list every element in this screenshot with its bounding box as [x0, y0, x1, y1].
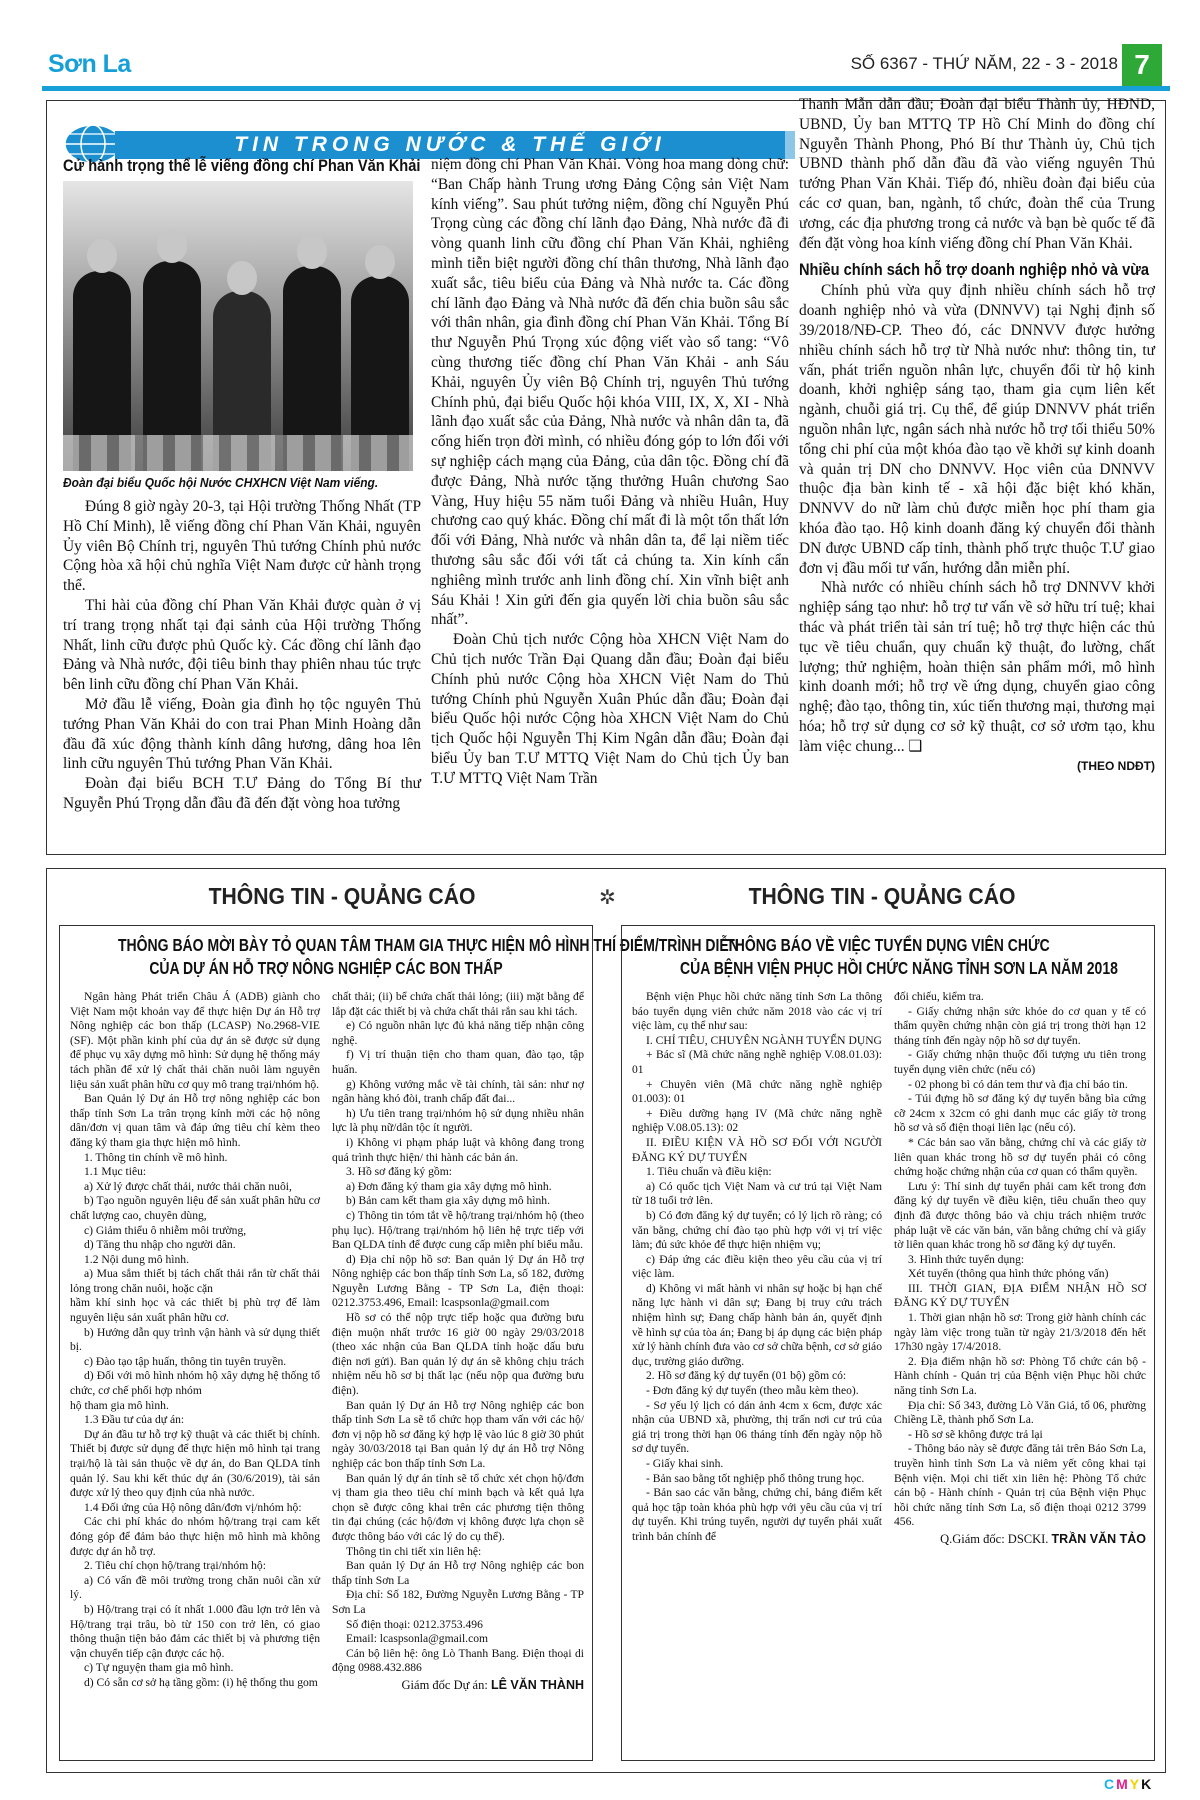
notice-paragraph: i) Không vi phạm pháp luật và không đang trong quá trình thực hiện/ thi hành các bản án. — [332, 1135, 584, 1164]
notice-paragraph: 1.4 Đối ứng của Hộ nông dân/đơn vị/nhóm hộ: — [84, 1500, 302, 1514]
notice-paragraph: + Bác sĩ (Mã chức năng nghề nghiệp V.08.01.03): 01 — [632, 1048, 882, 1076]
notice-paragraph: - Bản sao các văn bằng, chứng chỉ, bảng điểm kết quả học tập toàn khóa phù hợp với yêu cầu của vị trí dự tuyển. Khi trúng tuyển, người dự tuyển phải xuất trình bản chính để — [632, 1486, 882, 1543]
ads-section — [46, 868, 1166, 1773]
notice-paragraph: 1.1 Mục tiêu: — [84, 1165, 147, 1179]
article-paragraph: Thi hài của đồng chí Phan Văn Khải được quàn ở vị trí trang trọng nhất tại đại sảnh của Hội trường Thống Nhất, linh cữu được phủ Quốc kỳ. Các đồng chí lãnh đạo Đảng và Nhà nước, đội tiêu binh thay phiên nhau túc trực bên linh cữu đồng chí Phan Văn Khải. — [63, 596, 421, 694]
notice-paragraph: c) Đáp ứng các điều kiện theo yêu cầu của vị trí việc làm. — [632, 1252, 882, 1281]
article-column-3 — [799, 95, 1155, 776]
notice-paragraph: - Sơ yếu lý lịch có dán ảnh 4cm x 6cm, được xác nhận của UBND xã, phường, thị trấn nơi cư trú của giá trị trong thời hạn 06 tháng tính đến ngày nộp hồ sơ dự tuyển. — [632, 1398, 882, 1456]
article-paragraph: Đúng 8 giờ ngày 20-3, tại Hội trường Thống Nhất (TP Hồ Chí Minh), lễ viếng đồng chí Phan Văn Khải, nguyên Ủy viên Bộ Chính trị, nguyên Thủ tướng Chính phủ nước Cộng hòa xã hội chủ nghĩa Việt Nam được cử hành trọng thể. — [63, 498, 421, 595]
notice-paragraph: e) Có nguồn nhân lực đủ khả năng tiếp nhận công nghệ. — [332, 1019, 584, 1047]
notice-title-line-2: CỦA DỰ ÁN HỖ TRỢ NÔNG NGHIỆP CÁC BON THẤP — [149, 958, 503, 978]
notice-paragraph: 3. Hồ sơ đăng ký gồm: — [346, 1165, 452, 1179]
photo-caption: Đoàn đại biểu Quốc hội Nước CHXHCN Việt Nam viếng. — [63, 475, 379, 490]
article-2-title: Nhiều chính sách hỗ trợ doanh nghiệp nhỏ và vừa — [799, 260, 1149, 280]
article-1-title: Cử hành trọng thể lễ viếng đồng chí Phan Văn Khải — [63, 156, 421, 175]
news-photo — [63, 181, 413, 471]
signature-name: TRẦN VĂN TẢO — [1051, 1531, 1146, 1546]
notice-paragraph: d) Không vi mất hành vi nhân sự hoặc bị hạn chế năng lực hành vi dân sự; Đang bị truy cứu trách nhiệm hình sự; Đang chấp hành bản án, quyết định về hình sự của tòa án; Đang bị áp dụng các biện pháp xử lý hành chính đưa vào cơ sở chữa bệnh, cơ sở giáo dục, trường giáo dưỡng. — [632, 1281, 882, 1368]
article-1-column-2 — [431, 155, 789, 789]
notice-title-line-1: THÔNG BÁO VỀ VIỆC TUYỂN DỤNG VIÊN CHỨC — [726, 935, 1050, 955]
notice-paragraph: 1. Thời gian nhận hồ sơ: Trong giờ hành chính các ngày làm việc trong tuần từ ngày 21/3/2018 đến hết 17h30 ngày 17/4/2018. — [894, 1311, 1146, 1354]
notice-paragraph: a) Có vấn đề môi trường trong chăn nuôi cần xử lý. — [70, 1573, 320, 1602]
photo-figure-head — [297, 235, 327, 269]
notice-paragraph: Số điện thoại: 0212.3753.496 — [346, 1617, 483, 1631]
notice-title-line-2: CỦA BỆNH VIỆN PHỤC HỒI CHỨC NĂNG TỈNH SƠN LA NĂM 2018 — [680, 958, 1118, 978]
notice-paragraph: Xét tuyển (thông qua hình thức phỏng vấn) — [908, 1267, 1109, 1281]
notice-paragraph: c) Đào tạo tập huấn, thông tin tuyên truyền. — [84, 1354, 287, 1368]
notice-paragraph: a) Mua sắm thiết bị tách chất thải rắn từ chất thải lỏng trong chăn nuôi, hoặc cặn — [70, 1267, 320, 1295]
notice-paragraph: III. THỜI GIAN, ĐỊA ĐIỂM NHẬN HỒ SƠ ĐĂNG KÝ DỰ TUYỂN — [894, 1281, 1146, 1310]
masthead-rule — [42, 86, 1170, 91]
notice-paragraph: - Túi đựng hồ sơ đăng ký dự tuyển bằng bìa cứng cỡ 24cm x 32cm có ghi danh mục các giấy tờ trong hồ sơ và số điện thoại liên lạc (nếu có). — [894, 1092, 1146, 1135]
notice-paragraph: b) Hộ/trang trại có ít nhất 1.000 đầu lợn trở lên và Hộ/trang trại trâu, bò từ 150 con trở lên, có giao thông thuận tiện bảo đảm các thiết bị và phương tiện vận chuyển tiếp cận được các hộ. — [70, 1602, 320, 1660]
notice-paragraph: Các chi phí khác do nhóm hộ/trang trại cam kết đóng góp để đảm bảo thực hiện mô hình mà không được dự án hỗ trợ. — [70, 1515, 320, 1558]
notice-paragraph: d) Có sẵn cơ sở hạ tầng gồm: (i) hệ thống thu gom — [84, 1675, 318, 1689]
notice-paragraph: - 02 phong bì có dán tem thư và địa chỉ báo tin. — [908, 1077, 1128, 1091]
notice-paragraph: 1.3 Đầu tư của dự án: — [84, 1413, 185, 1427]
notice-paragraph: Ngân hàng Phát triển Châu Á (ADB) giành cho Việt Nam một khoản vay để thực hiện Dự án Hỗ trợ Nông nghiệp các bon thấp (LCASP) No.2968-VIE (SF). Một phần kinh phí của dự án sẽ được sử dụng để phục vụ xây dựng mô hình: Sử dụng hệ thống máy tách phần để xử lý chất thải chăn nuôi làm nguyên liệu sản xuất phân hữu cơ quy mô trang trại/nhóm hộ. — [70, 990, 320, 1091]
notice-paragraph: đối chiếu, kiểm tra. — [894, 990, 984, 1003]
article-paragraph: Mở đầu lễ viếng, Đoàn gia đình họ tộc nguyên Thủ tướng Phan Văn Khải do con trai Phan Minh Hoàng dẫn đầu đã xúc động thành kính dâng hương, dâng hoa lên linh cữu nguyên Thủ tướng Phan Văn Khải. — [63, 695, 421, 773]
notice-paragraph: Địa chỉ: Số 182, Đường Nguyễn Lương Bằng - TP Sơn La — [332, 1588, 584, 1616]
notice-paragraph: chất thải; (ii) bể chứa chất thải lỏng; (iii) mặt bằng để lắp đặt các thiết bị và chứa chất thải rắn sau khi tách. — [332, 990, 584, 1018]
notice-paragraph: 1. Thông tin chính về mô hình. — [84, 1150, 228, 1164]
section-banner-title: TIN TRONG NƯỚC & THẾ GIỚI — [115, 131, 785, 159]
notice-paragraph: Ban quản lý dự án tỉnh sẽ tổ chức xét chọn hộ/đơn vị tham gia theo tiêu chí minh bạch và kết quả lựa chọn sẽ được công khai trên các phương tiện thông tin đại chúng (các hộ/đơn vị không được lựa chọn sẽ được thông báo với các lý do cụ thể). — [332, 1471, 584, 1543]
notice-paragraph: d) Tăng thu nhập cho người dân. — [84, 1238, 236, 1252]
notice-paragraph: a) Xử lý được chất thải, nước thải chăn nuôi, — [84, 1179, 292, 1193]
article-paragraph: Đoàn đại biểu BCH T.Ư Đảng do Tổng Bí thư Nguyễn Phú Trọng dẫn đầu đã đến đặt vòng hoa tưởng — [63, 775, 421, 812]
notice-paragraph: Bệnh viện Phục hồi chức năng tỉnh Sơn La thông báo tuyển dụng viên chức năm 2018 vào các vị trí việc làm, cụ thể như sau: — [632, 990, 882, 1033]
photo-figure-head — [227, 261, 257, 295]
notice-recruitment — [621, 925, 1155, 1761]
notice-title-line-1: THÔNG BÁO MỜI BÀY TỎ QUAN TÂM THAM GIA THỰC HIỆN MÔ HÌNH THÍ ĐIỂM/TRÌNH DIỄN — [118, 935, 739, 955]
notice-paragraph: Thông tin chi tiết xin liên hệ: — [346, 1544, 482, 1558]
notice-paragraph: 2. Địa điểm nhận hồ sơ: Phòng Tổ chức cán bộ - Hành chính - Quản trị của Bệnh viện Phục hồi chức năng tỉnh Sơn La. — [894, 1354, 1146, 1398]
notice-paragraph: d) Địa chỉ nộp hồ sơ: Ban quản lý Dự án Hỗ trợ Nông nghiệp các bon thấp tỉnh Sơn La, số 182, đường Nguyễn Lương Bằng - TP Sơn La, điện thoại: 0212.3753.496, Email: lcaspsonla@gmail.com — [332, 1252, 584, 1310]
notice-column-1 — [632, 990, 882, 1545]
notice-paragraph: c) Tự nguyện tham gia mô hình. — [84, 1661, 234, 1675]
article-paragraph: niệm đồng chí Phan Văn Khải. Vòng hoa mang dòng chữ: “Ban Chấp hành Trung ương Đảng Cộng sản Việt Nam kính viếng”. Sau phút tưởng niệm, đồng chí Nguyễn Phú Trọng cùng các đồng chí lãnh đạo Đảng, Nhà nước đã đi vòng quanh linh cữu đồng chí Phan Văn Khải, nghiêng mình tiễn biệt người đồng chí thân thương, Nhà lãnh đạo xuất sắc, tiêu biểu của Đảng và Nhà nước ta. Các đồng chí lãnh đạo Đảng và Nhà nước đã đến chia buồn sâu sắc với thân nhân, gia đình đồng chí Phan Văn Khải. Tổng Bí thư Nguyễn Phú Trọng xúc động viết vào sổ tang: “Vô cùng thương tiếc đồng chí Phan Văn Khải - anh Sáu Khải, nguyên Ủy viên Bộ Chính trị, nguyên Thủ tướng Chính phủ, đại biểu Quốc hội khóa VIII, IX, X, XI - Nhà lãnh đạo xuất sắc của Đảng, Nhà nước và nhân dân ta, đã cống hiến trọn đời mình, có nhiều đóng góp to lớn đối với sự nghiệp cách mạng của Đảng, của dân tộc. Đồng chí đã được Đảng, Nhà nước tặng thưởng Huân chương Sao Vàng, Huy hiệu 55 năm tuổi Đảng và nhiều Huân, Huy chương cao quý khác. Đồng chí mất đi là một tổn thất lớn đối với Đảng, Nhà nước và nhân dân ta, để lại niềm tiếc thương sâu sắc đối với tất cả chúng ta. Xin kính cẩn nghiêng mình trước anh linh đồng chí. Xin vĩnh biệt anh Sáu Khải ! Xin gửi đến gia quyến lời chia buồn sâu sắc nhất”. — [431, 156, 789, 629]
notice-paragraph: Dự án đầu tư hỗ trợ kỹ thuật và các thiết bị chính. Thiết bị được sử dụng để thực hiện mô hình tại trang trại/hộ là tài sản thuộc về dự án, do Ban QLDA tỉnh quản lý. Sau khi kết thúc dự án (30/6/2019), tài sản được xử lý theo quy định của nhà nước. — [70, 1427, 320, 1500]
notice-paragraph: h) Ưu tiên trang trại/nhóm hộ sử dụng nhiều nhân lực là phụ nữ/dân tộc ít người. — [332, 1106, 584, 1135]
notice-signature — [894, 1532, 1146, 1547]
notice-signature — [332, 1678, 584, 1693]
notice-paragraph: + Chuyên viên (Mã chức năng nghề nghiệp 01.003): 01 — [632, 1077, 882, 1106]
issue-info: SỐ 6367 - THỨ NĂM, 22 - 3 - 2018 — [850, 54, 1118, 73]
notice-paragraph: - Đơn đăng ký dự tuyển (theo mẫu kèm theo). — [646, 1384, 859, 1398]
notice-paragraph: Địa chỉ: Số 343, đường Lò Văn Giá, tổ 06, phường Chiềng Lề, thành phố Sơn La. — [894, 1398, 1146, 1427]
notice-paragraph: b) Có đơn đăng ký dự tuyển; có lý lịch rõ ràng; có văn bằng, chứng chỉ đào tạo phù hợp với vị trí việc làm; đủ sức khỏe để thực hiện nhiệm vụ; — [632, 1208, 882, 1252]
notice-paragraph: hộ tham gia mô hình. — [70, 1398, 169, 1412]
cmyk-m: M — [1116, 1776, 1130, 1792]
notice-paragraph: Email: lcaspsonla@gmail.com — [346, 1632, 489, 1646]
notice-paragraph: Ban quản lý Dự án Hỗ trợ Nông nghiệp các bon thấp tỉnh Sơn La — [332, 1559, 584, 1587]
notice-paragraph: - Giấy chứng nhận thuộc đối tượng ưu tiên trong tuyển dụng viên chức (nếu có) — [894, 1048, 1146, 1076]
notice-paragraph: b) Bản cam kết tham gia xây dựng mô hình. — [346, 1194, 550, 1208]
cmyk-y: Y — [1129, 1776, 1142, 1792]
notice-paragraph: 1.2 Nội dung mô hình. — [84, 1252, 189, 1266]
separator-star-icon: ✲ — [599, 887, 616, 909]
notice-paragraph: + Điều dưỡng hạng IV (Mã chức năng nghề nghiệp V.08.05.13): 02 — [632, 1106, 882, 1135]
signature-role: Giám đốc Dự án: — [401, 1677, 488, 1692]
notice-paragraph: d) Đối với mô hình nhóm hộ xây dựng hệ thống tổ chức, cơ chế phối hợp nhóm — [70, 1369, 320, 1398]
page-number-badge: 7 — [1122, 44, 1162, 86]
masthead — [42, 44, 1170, 86]
photo-figure-head — [157, 229, 187, 263]
notice-paragraph: g) Không vướng mắc về tài chính, tài sản: như nợ ngân hàng khó đòi, tranh chấp đất đai... — [332, 1077, 584, 1106]
photo-flowers — [63, 435, 413, 471]
notice-title — [118, 934, 739, 980]
notice-paragraph: Ban quản lý Dự án Hỗ trợ Nông nghiệp các bon thấp tỉnh Sơn La sẽ tổ chức họp tham vấn với các hộ/đơn vị nộp hồ sơ đăng ký hợp lệ vào lúc 8 giờ 30 phút ngày 30/03/2018 tại Ban quản lý dự án Hỗ trợ Nông nghiệp các bon thấp tỉnh Sơn La. — [332, 1398, 584, 1470]
notice-paragraph: 2. Hồ sơ đăng ký dự tuyển (01 bộ) gồm có: — [646, 1369, 847, 1383]
article-1-title-wrap — [63, 155, 423, 177]
notice-paragraph: - Thông báo này sẽ được đăng tải trên Báo Sơn La, truyền hình tỉnh Sơn La và niêm yết công khai tại Bệnh viện. Mọi chi tiết xin liên hệ: Phòng Tổ chức cán bộ - Hành chính - Quản trị của Bệnh viện Phục hồi chức năng tỉnh Sơn La, số điện thoại 0212 3799 456. — [894, 1442, 1146, 1529]
notice-paragraph: - Bản sao bằng tốt nghiệp phổ thông trung học. — [646, 1471, 865, 1485]
article-paragraph: Thanh Mẫn dẫn đầu; Đoàn đại biểu Thành ủy, HĐND, UBND, Ủy ban MTTQ TP Hồ Chí Minh do đồng chí Nguyễn Thành Phong, Phó Bí thư Thành ủy, Chủ tịch UBND thành phố dẫn đầu đã vào viếng nguyên Thủ tướng Phan Văn Khải. Tiếp đó, nhiều đoàn đại biểu của các cơ quan, ban, ngành, tổ chức, đoàn thể của Trung ương, các địa phương trong cả nước và bạn bè quốc tế đã đến đặt vòng hoa kính viếng đồng chí Phan Văn Khải. — [799, 96, 1155, 252]
news-section — [46, 96, 1166, 855]
notice-paragraph: - Giấy chứng nhận sức khỏe do cơ quan y tế có thẩm quyền chứng nhận còn giá trị trong thời hạn 12 tháng tính đến ngày nộp hồ sơ dự tuyển. — [894, 1004, 1146, 1047]
notice-paragraph: II. ĐIỀU KIỆN VÀ HỒ SƠ ĐỐI VỚI NGƯỜI ĐĂNG KÝ DỰ TUYỂN — [632, 1135, 882, 1164]
notice-paragraph: c) Giảm thiểu ô nhiễm môi trường, — [84, 1223, 247, 1237]
notice-column-2 — [894, 990, 1146, 1547]
notice-column-2 — [332, 990, 584, 1693]
notice-column-1 — [70, 990, 320, 1691]
ads-header-right: THÔNG TIN - QUẢNG CÁO — [748, 883, 1016, 909]
photo-figure-head — [365, 245, 395, 279]
signature-name: LÊ VĂN THÀNH — [490, 1677, 584, 1692]
notice-paragraph: b) Hướng dẫn quy trình vận hành và sử dụng thiết bị. — [70, 1325, 320, 1354]
notice-paragraph: f) Vị trí thuận tiện cho tham quan, đào tạo, tập huấn. — [332, 1048, 584, 1076]
cmyk-k: K — [1141, 1776, 1154, 1792]
cmyk-marker — [1104, 1776, 1153, 1792]
notice-paragraph: Hồ sơ có thể nộp trực tiếp hoặc qua đường bưu điện muộn nhất trước 16 giờ 00 ngày 29/03/2018 (theo xác nhận của Ban QLDA tỉnh hoặc dấu bưu điện nơi gửi). Ban quản lý dự án sẽ không chịu trách nhiệm nếu hồ sơ bị thất lạc (nếu nộp qua đường bưu điện). — [332, 1311, 584, 1398]
notice-paragraph: a) Đơn đăng ký tham gia xây dựng mô hình. — [346, 1179, 552, 1193]
article-paragraph: Nhà nước có nhiều chính sách hỗ trợ DNNVV khởi nghiệp sáng tạo như: hỗ trợ tư vấn về sở hữu trí tuệ; khai thác và phát triển tài sản trí tuệ; hỗ trợ thực hiện các thủ tục về tiêu chuẩn, quy chuẩn kỹ thuật, đo lường, chất lượng; thử nghiệm, hoàn thiện sản phẩm mới, mô hình kinh doanh mới; hỗ trợ về ứng dụng, chuyển giao công nghệ; đào tạo, thông tin, xúc tiến thương mại, thương mại hóa; hỗ trợ sử dụng cơ sở kỹ thuật, cơ sở ươm tạo, khu làm việc chung... ❑ — [799, 579, 1155, 755]
notice-paragraph: Cán bộ liên hệ: ông Lò Thanh Bang. Điện thoại di động 0988.432.886 — [332, 1646, 584, 1675]
notice-paragraph: hầm khí sinh học và các thiết bị phù trợ để làm nguyên liệu sản xuất phân hữu cơ. — [70, 1296, 320, 1325]
article-paragraph: Đoàn Chủ tịch nước Cộng hòa XHCN Việt Nam do Chủ tịch nước Trần Đại Quang dẫn đầu; Đoàn đại biểu Chính phủ nước Cộng hòa XHCN Việt Nam do Thủ tướng Chính phủ Nguyễn Xuân Phúc dẫn đầu; Đoàn đại biểu Quốc hội nước Cộng hòa XHCN Việt Nam do Chủ tịch Quốc hội Nguyễn Thị Kim Ngân dẫn đầu; Đoàn đại biểu Ủy ban T.Ư MTTQ Việt Nam do Chủ tịch Ủy ban T.Ư MTTQ Việt Nam Trần — [431, 631, 789, 787]
article-1-column-1 — [63, 497, 421, 814]
signature-role: Q.Giám đốc: DSCKI. — [940, 1531, 1049, 1546]
notice-paragraph: Ban Quản lý Dự án Hỗ trợ nông nghiệp các bon thấp tỉnh Sơn La trân trọng kính mời các hộ nông dân/đơn vị quan tâm và đáp ứng tiêu chí kèm theo đăng ký tham gia thực hiện mô hình. — [70, 1092, 320, 1149]
notice-paragraph: 2. Tiêu chí chọn hộ/trang trại/nhóm hộ: — [84, 1559, 266, 1573]
notice-paragraph: Lưu ý: Thí sinh dự tuyển phải cam kết trong đơn đăng ký dự tuyển về điều kiện, tiêu chuẩn theo quy định đã được thông báo và chịu trách nhiệm trước pháp luật về các văn bản, văn bằng chứng chỉ và giấy tờ liên quan khác trong hồ sơ đăng ký dự tuyển. — [894, 1179, 1146, 1252]
article-credit: (THEO NDĐT) — [1077, 758, 1155, 773]
newspaper-brand: Sơn La — [48, 50, 131, 78]
cmyk-c: C — [1104, 1776, 1117, 1792]
notice-paragraph: 3. Hình thức tuyển dụng: — [908, 1252, 1025, 1266]
notice-paragraph: - Giấy khai sinh. — [646, 1457, 724, 1470]
notice-paragraph: a) Có quốc tịch Việt Nam và cư trú tại Việt Nam từ 18 tuổi trở lên. — [632, 1179, 882, 1208]
notice-paragraph: * Các bản sao văn bằng, chứng chỉ và các giấy tờ liên quan khác trong hồ sơ dự tuyển phải có công chứng hoặc chứng nhận của cơ quan có thẩm quyền. — [894, 1135, 1146, 1179]
notice-paragraph: c) Thông tin tóm tắt về hộ/trang trại/nhóm hộ (theo phụ lục). Hộ/trang trại/nhóm hộ liên hệ trực tiếp với Ban QLDA tỉnh để được cung cấp miễn phí biểu mẫu. — [332, 1208, 584, 1252]
notice-paragraph: - Hồ sơ sẽ không được trả lại — [908, 1427, 1043, 1441]
notice-paragraph: 1. Tiêu chuẩn và điều kiện: — [646, 1165, 772, 1179]
ads-header-left: THÔNG TIN - QUẢNG CÁO — [208, 883, 476, 909]
photo-figure-head — [87, 239, 117, 273]
notice-paragraph: I. CHỈ TIÊU, CHUYÊN NGÀNH TUYỂN DỤNG — [646, 1033, 882, 1047]
notice-paragraph: b) Tạo nguồn nguyên liệu để sản xuất phân hữu cơ chất lượng cao, chuyên dùng, — [70, 1194, 320, 1222]
notice-title — [680, 934, 1118, 980]
article-paragraph: Chính phủ vừa quy định nhiều chính sách hỗ trợ doanh nghiệp nhỏ và vừa (DNNVV) tại Nghị định số 39/2018/NĐ-CP. Theo đó, các DNNVV được hưởng nhiều chính sách hỗ trợ từ Nhà nước như: thông tin, tư vấn, phát triển nguồn nhân lực, chuyển đổi từ hộ kinh doanh, khởi nghiệp sáng tạo, tham gia cụm liên kết ngành, chuỗi giá trị. Cụ thể, để giúp DNNVV phát triển nguồn nhân lực, ngân sách nhà nước hỗ trợ tối thiểu 50% tổng chi phí của một khóa đào tạo về khởi sự kinh doanh và quản trị DN cho DNNVV. Học viên của DNNVV thuộc địa bàn kinh tế - xã hội đặc biệt khó khăn, DNNVV do nữ làm chủ được miễn học phí tham gia khóa đào tạo. Hộ kinh doanh đăng ký chuyển đổi thành DN được UBND cấp tỉnh, thành phố trực thuộc T.Ư giao đơn vị đầu mối tư vấn, hướng dẫn miễn phí. — [799, 282, 1155, 577]
